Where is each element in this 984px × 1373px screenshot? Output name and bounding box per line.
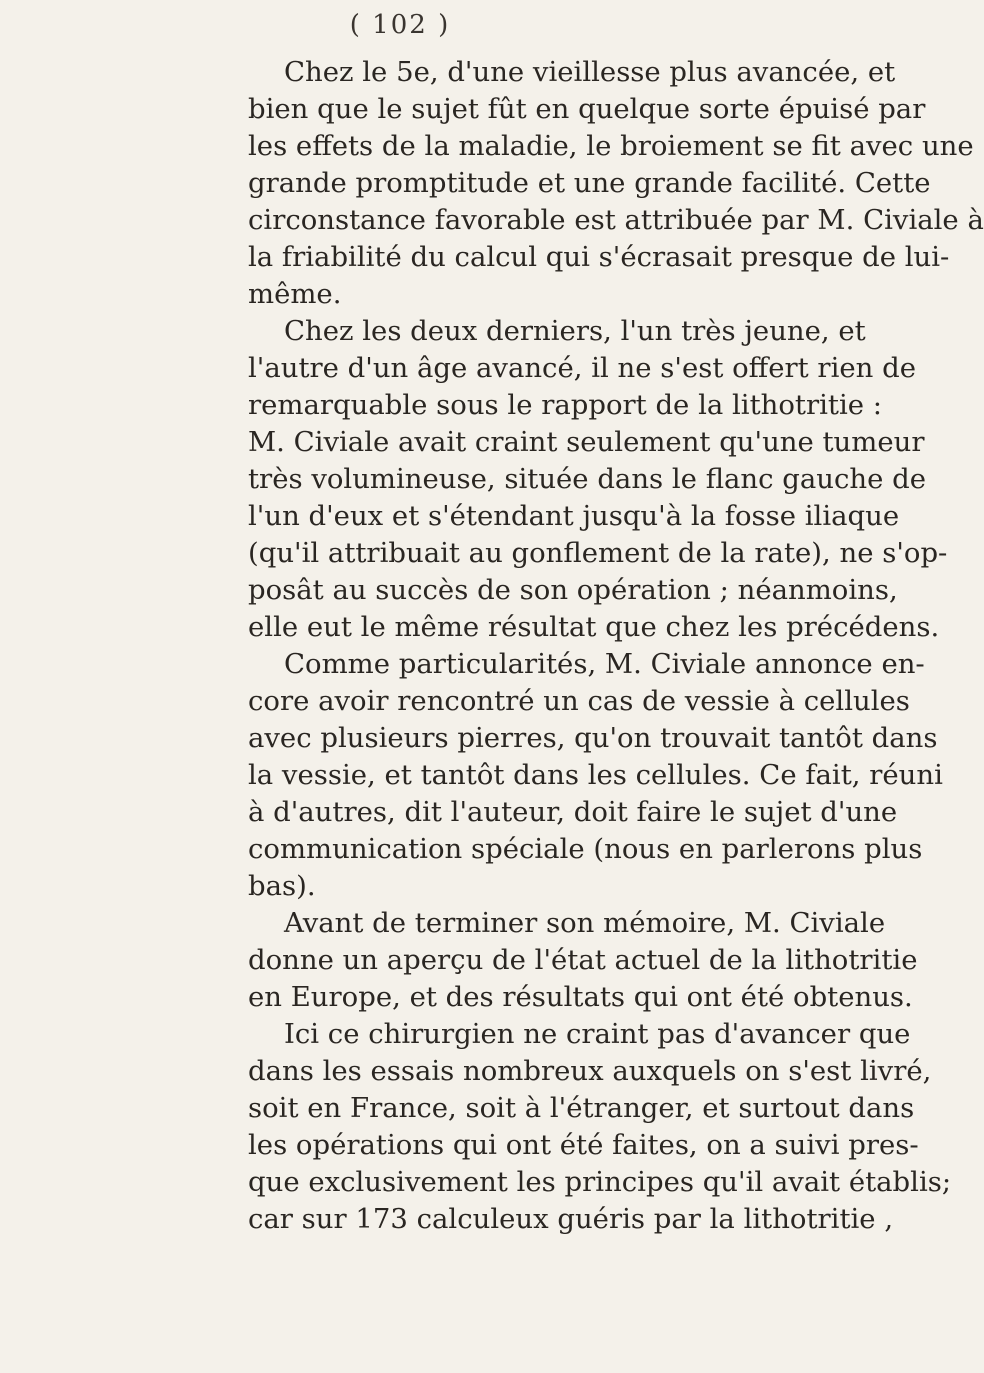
text-line: donne un aperçu de l'état actuel de la lithotritie — [248, 944, 918, 976]
page-number: ( 102 ) — [349, 10, 451, 40]
text-line: avec plusieurs pierres, qu'on trouvait tantôt dans — [248, 722, 938, 754]
text-line: Chez le 5e, d'une vieillesse plus avancée, et — [284, 56, 896, 88]
text-line: communication spéciale (nous en parlerons plus — [248, 833, 923, 865]
text-line: Comme particularités, M. Civiale annonce en- — [284, 648, 925, 680]
text-line: très volumineuse, située dans le flanc gauche de — [248, 463, 927, 495]
text-line: elle eut le même résultat que chez les précédens. — [248, 611, 940, 643]
text-line: l'autre d'un âge avancé, il ne s'est offert rien de — [248, 352, 916, 384]
text-line: remarquable sous le rapport de la lithotritie : — [248, 389, 883, 421]
text-line: en Europe, et des résultats qui ont été obtenus. — [248, 981, 913, 1013]
text-line: dans les essais nombreux auxquels on s'est livré, — [248, 1055, 932, 1087]
text-line: les opérations qui ont été faites, on a suivi pres- — [248, 1129, 919, 1161]
text-line: même. — [248, 278, 342, 310]
text-line: posât au succès de son opération ; néanmoins, — [248, 574, 898, 606]
text-line: grande promptitude et une grande facilité. Cette — [248, 167, 931, 199]
text-line: circonstance favorable est attribuée par M. Civiale à — [248, 204, 984, 236]
text-line: soit en France, soit à l'étranger, et surtout dans — [248, 1092, 915, 1124]
text-line: Chez les deux derniers, l'un très jeune, et — [284, 315, 866, 347]
text-line: la vessie, et tantôt dans les cellules. Ce fait, réuni — [248, 759, 943, 791]
text-line: Ici ce chirurgien ne craint pas d'avancer que — [284, 1018, 911, 1050]
text-line: Avant de terminer son mémoire, M. Civiale — [284, 907, 886, 939]
text-line: bas). — [248, 870, 316, 902]
text-line: core avoir rencontré un cas de vessie à cellules — [248, 685, 910, 717]
text-line: l'un d'eux et s'étendant jusqu'à la fosse iliaque — [248, 500, 900, 532]
text-line: que exclusivement les principes qu'il avait établis; — [248, 1166, 952, 1198]
text-line: bien que le sujet fût en quelque sorte épuisé par — [248, 93, 926, 125]
text-line: à d'autres, dit l'auteur, doit faire le sujet d'une — [248, 796, 898, 828]
text-line: M. Civiale avait craint seulement qu'une tumeur — [248, 426, 925, 458]
text-line: les effets de la maladie, le broiement se fit avec une — [248, 130, 974, 162]
text-line: (qu'il attribuait au gonflement de la rate), ne s'op- — [248, 537, 948, 569]
text-line: la friabilité du calcul qui s'écrasait presque de lui- — [248, 241, 950, 273]
text-line: car sur 173 calculeux guéris par la lithotritie , — [248, 1203, 894, 1235]
